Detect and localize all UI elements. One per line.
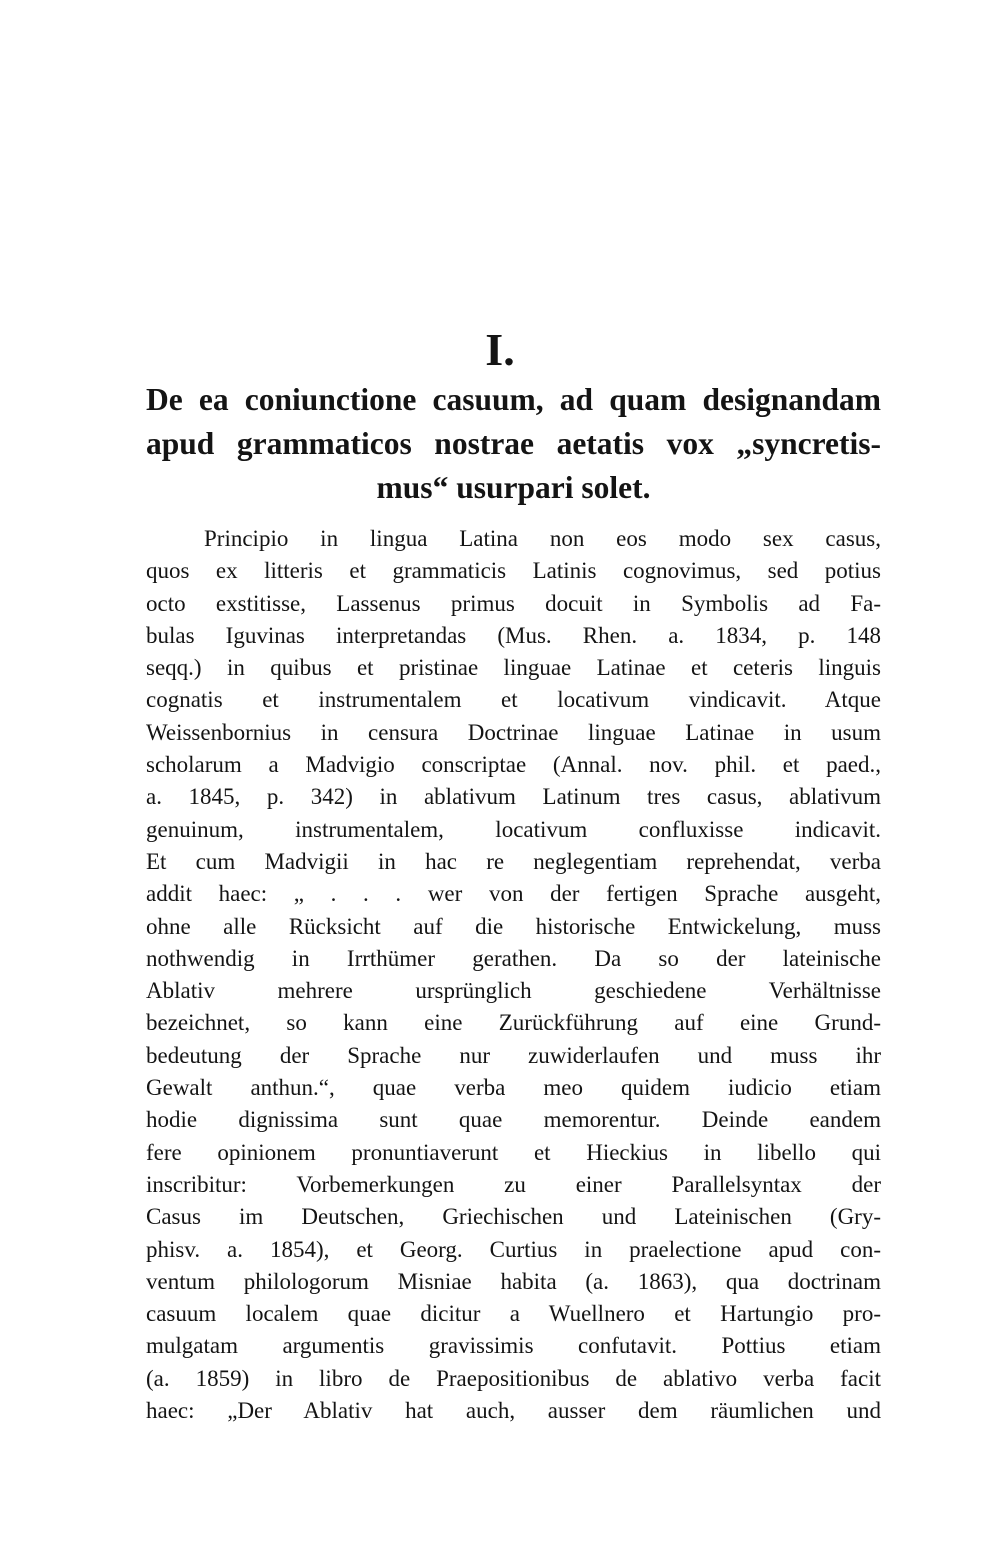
text-line: octo exstitisse, Lassenus primus docuit in Symbolis ad Fa-	[146, 590, 881, 616]
text-line: addit haec: „ . . . wer von der fertigen Sprache ausgeht,	[146, 881, 881, 907]
text-line: nothwendig in Irrthümer gerathen. Da so der lateinische	[146, 945, 881, 971]
text-line: bezeichnet, so kann eine Zurückführung auf eine Grund-	[146, 1010, 881, 1036]
chapter-title	[146, 378, 881, 510]
text-line: fere opinionem pronuntiaverunt et Hieckius in libello qui	[146, 1139, 881, 1165]
text-line: Gewalt anthun.“, quae verba meo quidem iudicio etiam	[146, 1075, 881, 1101]
text-line: ventum philologorum Misniae habita (a. 1863), qua doctrinam	[146, 1268, 881, 1294]
text-line: genuinum, instrumentalem, locativum confluxisse indicavit.	[146, 816, 881, 842]
text-line: haec: „Der Ablativ hat auch, ausser dem räumlichen und	[146, 1398, 881, 1424]
text-line: bedeutung der Sprache nur zuwiderlaufen und muss ihr	[146, 1042, 881, 1068]
chapter-title-line: De ea coniunctione casuum, ad quam designandam	[146, 382, 881, 417]
text-line: Principio in lingua Latina non eos modo sex casus,	[204, 526, 881, 551]
text-line: Weissenbornius in censura Doctrinae linguae Latinae in usum	[146, 719, 881, 745]
text-line: hodie dignissima sunt quae memorentur. Deinde eandem	[146, 1107, 881, 1133]
text-line: ohne alle Rücksicht auf die historische Entwickelung, muss	[146, 913, 881, 939]
text-line: Ablativ mehrere ursprünglich geschiedene Verhältnisse	[146, 978, 881, 1004]
text-line: inscribitur: Vorbemerkungen zu einer Parallelsyntax der	[146, 1171, 881, 1197]
text-line: seqq.) in quibus et pristinae linguae Latinae et ceteris linguis	[146, 655, 881, 681]
body-paragraph	[146, 523, 881, 1427]
text-line: Casus im Deutschen, Griechischen und Lateinischen (Gry-	[146, 1204, 881, 1230]
text-line: a. 1845, p. 342) in ablativum Latinum tres casus, ablativum	[146, 784, 881, 810]
chapter-number: I.	[485, 324, 515, 375]
text-line: scholarum a Madvigio conscriptae (Annal. nov. phil. et paed.,	[146, 752, 881, 778]
text-line: bulas Iguvinas interpretandas (Mus. Rhen. a. 1834, p. 148	[146, 622, 881, 648]
text-line: casuum localem quae dicitur a Wuellnero et Hartungio pro-	[146, 1301, 881, 1327]
text-line: mulgatam argumentis gravissimis confutavit. Pottius etiam	[146, 1333, 881, 1359]
text-line: phisv. a. 1854), et Georg. Curtius in praelectione apud con-	[146, 1236, 881, 1262]
text-line: quos ex litteris et grammaticis Latinis cognovimus, sed potius	[146, 558, 881, 584]
text-line: Et cum Madvigii in hac re neglegentiam reprehendat, verba	[146, 848, 881, 874]
chapter-title-line: apud grammaticos nostrae aetatis vox „syncretis-	[146, 426, 881, 461]
text-line: cognatis et instrumentalem et locativum vindicavit. Atque	[146, 687, 881, 713]
text-line: (a. 1859) in libro de Praepositionibus de ablativo verba facit	[146, 1365, 881, 1391]
chapter-title-line: mus“ usurpari solet.	[376, 470, 651, 505]
